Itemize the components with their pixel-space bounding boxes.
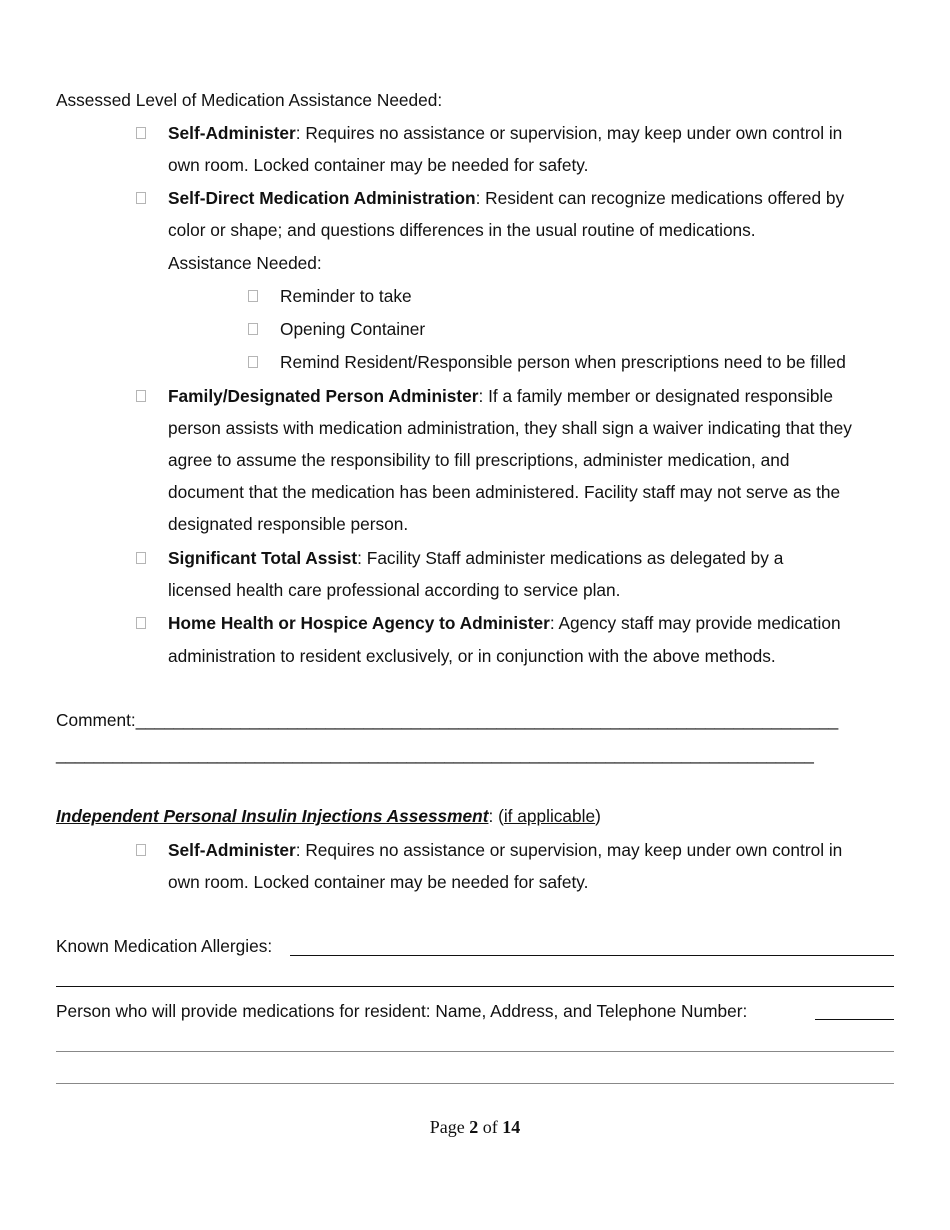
- option-text: : Agency staff may provide medication: [549, 613, 841, 633]
- option-title: Self-Administer: [168, 840, 296, 860]
- section-heading: Assessed Level of Medication Assistance Needed:: [56, 90, 443, 110]
- if-applicable-note: if applicable: [503, 806, 596, 826]
- insulin-self-administer-option: [168, 840, 842, 861]
- option-text: designated responsible person.: [168, 514, 409, 534]
- opening-container-checkbox[interactable]: [248, 323, 258, 335]
- reminder-checkbox[interactable]: [248, 290, 258, 302]
- paren-close: ): [595, 806, 601, 826]
- allergies-input-line-2[interactable]: [56, 986, 894, 987]
- option-text: agree to assume the responsibility to fill prescriptions, administer medication, and: [168, 450, 790, 470]
- option-text: : Facility Staff administer medications as delegated by a: [357, 548, 784, 568]
- option-text: document that the medication has been administered. Facility staff may not serve as the: [168, 482, 841, 502]
- provider-input-line-2[interactable]: [56, 1051, 894, 1052]
- home-health-checkbox[interactable]: [136, 617, 146, 629]
- sub-option-label: Opening Container: [280, 319, 426, 339]
- option-text: color or shape; and questions differences in the usual routine of medications.: [168, 220, 756, 240]
- total-assist-checkbox[interactable]: [136, 552, 146, 564]
- provider-input-line[interactable]: [815, 1019, 894, 1020]
- provider-input-line-3[interactable]: [56, 1083, 894, 1084]
- option-text: administration to resident exclusively, or in conjunction with the above methods.: [168, 646, 776, 666]
- option-title: Home Health or Hospice Agency to Administer: [168, 613, 550, 633]
- family-designated-option: [168, 386, 833, 407]
- option-text: person assists with medication administration, they shall sign a waiver indicating that they: [168, 418, 852, 438]
- allergies-label: Known Medication Allergies:: [56, 936, 273, 956]
- option-text: : Requires no assistance or supervision, may keep under own control in: [295, 123, 843, 143]
- option-text: licensed health care professional according to service plan.: [168, 580, 621, 600]
- option-title: Self-Direct Medication Administration: [168, 188, 476, 208]
- insulin-self-administer-checkbox[interactable]: [136, 844, 146, 856]
- comment-fill-line-2[interactable]: ________________________________________________________________________________: [56, 744, 814, 764]
- insulin-colon: :: [488, 806, 499, 826]
- self-direct-option: [168, 188, 844, 209]
- self-administer-option: [168, 123, 842, 144]
- total-assist-option: [168, 548, 783, 569]
- page-word: Page: [429, 1117, 465, 1137]
- option-text: : If a family member or designated responsible: [478, 386, 833, 406]
- option-text: own room. Locked container may be needed for safety.: [168, 155, 589, 175]
- sub-option-label: Reminder to take: [280, 286, 412, 306]
- total-pages: 14: [502, 1117, 521, 1137]
- allergies-input-line[interactable]: [290, 955, 894, 956]
- option-title: Family/Designated Person Administer: [168, 386, 479, 406]
- remind-prescriptions-checkbox[interactable]: [248, 356, 258, 368]
- assistance-needed-label: Assistance Needed:: [168, 253, 322, 273]
- insulin-heading: [56, 806, 601, 827]
- page-footer: [0, 1117, 950, 1138]
- of-word: of: [482, 1117, 498, 1137]
- family-designated-checkbox[interactable]: [136, 390, 146, 402]
- option-text: : Resident can recognize medications offered by: [475, 188, 845, 208]
- self-direct-checkbox[interactable]: [136, 192, 146, 204]
- paren-open: (: [498, 806, 504, 826]
- comment-field[interactable]: [56, 710, 838, 731]
- self-administer-checkbox[interactable]: [136, 127, 146, 139]
- home-health-option: [168, 613, 841, 634]
- option-text: own room. Locked container may be needed for safety.: [168, 872, 589, 892]
- comment-label: Comment:: [56, 710, 136, 730]
- option-title: Self-Administer: [168, 123, 296, 143]
- provider-label: Person who will provide medications for resident: Name, Address, and Telephone Number:: [56, 1001, 748, 1021]
- option-text: : Requires no assistance or supervision, may keep under own control in: [295, 840, 843, 860]
- sub-option-label: Remind Resident/Responsible person when prescriptions need to be filled: [280, 352, 846, 372]
- option-title: Significant Total Assist: [168, 548, 358, 568]
- insulin-title: Independent Personal Insulin Injections Assessment: [56, 806, 489, 826]
- comment-fill-line: __________________________________________________________________________: [135, 710, 839, 730]
- page-number: 2: [469, 1117, 479, 1137]
